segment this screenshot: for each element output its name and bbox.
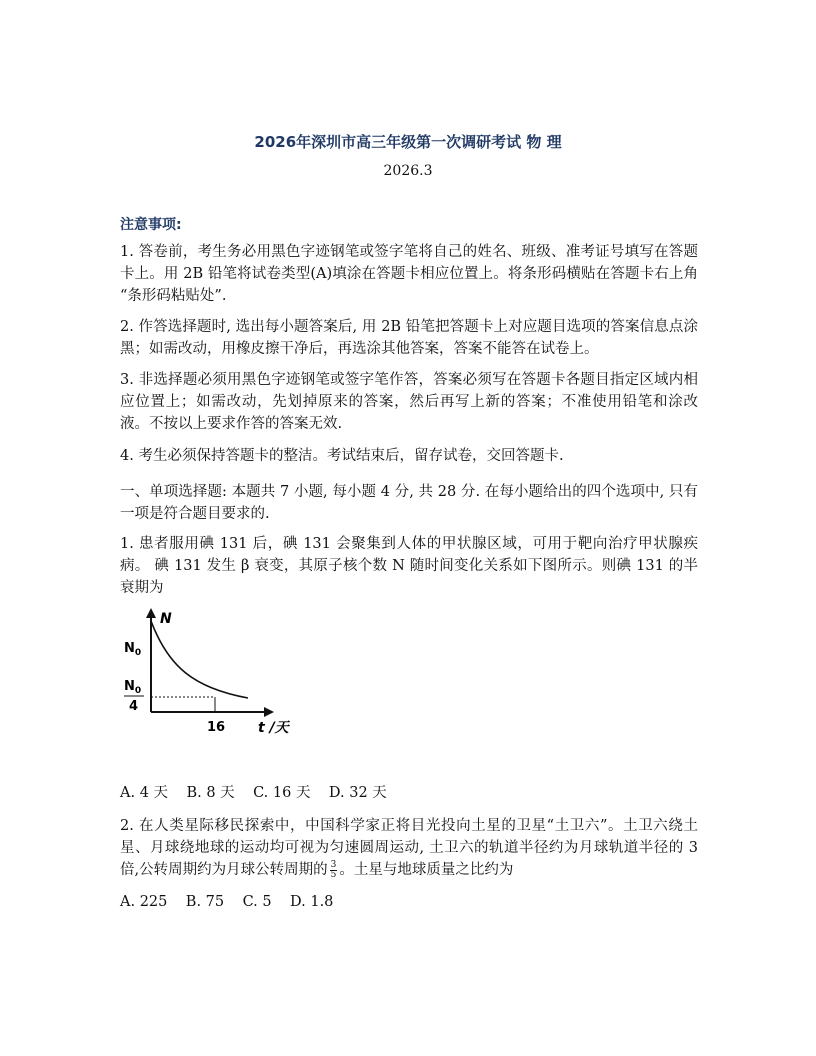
fraction-denominator: 5 — [330, 869, 337, 880]
notice-heading: 注意事项: — [120, 217, 182, 233]
x-tick-16: 16 — [207, 720, 226, 735]
x-axis-arrow — [264, 707, 274, 717]
question-1-options: A. 4 天 B. 8 天 C. 16 天 D. 32 天 — [120, 785, 387, 801]
decay-curve — [151, 621, 248, 698]
section-intro: 一、单项选择题: 本题共 7 小题, 每小题 4 分, 共 28 分. 在每小题给出的四个选项中, 只有一项是符合题目要求的. — [120, 484, 698, 522]
exam-title: 2026年深圳市高三年级第一次调研考试 物 理 — [254, 133, 562, 151]
notice-item-3: 3. 非选择题必须用黑色字迹钢笔或签字笔作答，答案必须写在答题卡各题目指定区域内相应位置上；如需改动，先划掉原来的答案，然后再写上新的答案；不准使用铅笔和涂改液。不按以上要求作答的答案无效. — [120, 372, 698, 432]
notice-item-2: 2. 作答选择题时, 选出每小题答案后, 用 2B 铅笔把答题卡上对应题目选项的答案信息点涂黑；如需改动，用橡皮擦干净后，再选涂其他答案，答案不能答在试卷上。 — [120, 319, 698, 357]
question-2-stem — [120, 815, 698, 881]
notice-item-4: 4. 考生必须保持答题卡的整洁。考试结束后，留存试卷，交回答题卡. — [120, 448, 564, 464]
exam-date: 2026.3 — [383, 163, 433, 179]
x-axis-label: t /天 — [258, 720, 289, 736]
decay-graph — [118, 606, 298, 742]
y-axis-arrow — [146, 608, 156, 618]
notice-item-1: 1. 答卷前，考生务必用黑色字迹钢笔或签字笔将自己的姓名、班级、准考证号填写在答题卡上。用 2B 铅笔将试卷类型(A)填涂在答题卡相应位置上。将条形码横贴在答题卡右上角 “条形码粘贴处”. — [120, 244, 698, 304]
y-axis-label: N — [160, 611, 172, 627]
n0-label: $N_0$ — [124, 641, 142, 658]
quarter-denominator: 4 — [129, 699, 139, 714]
fraction-three-fifths — [330, 861, 338, 880]
question-2-options: A. 225 B. 75 C. 5 D. 1.8 — [120, 894, 334, 910]
quarter-numerator: $N_0$ — [124, 679, 142, 696]
question-2-stem-part2: 。土星与地球质量之比约为 — [339, 862, 514, 878]
question-2-stem-part1: 2. 在人类星际移民探索中，中国科学家正将目光投向土星的卫星“土卫六”。土卫六绕土星、月球绕地球的运动均可视为匀速圆周运动, 土卫六的轨道半径约为月球轨道半径的 3 倍,公转周期约为月球公转周期的 — [120, 818, 698, 878]
fraction-numerator: 3 — [330, 859, 337, 870]
question-1-stem: 1. 患者服用碘 131 后，碘 131 会聚集到人体的甲状腺区域，可用于靶向治疗甲状腺疾病。 碘 131 发生 β 衰变，其原子核个数 N 随时间变化关系如下图所示。则碘 131 的半衰期为 — [120, 536, 698, 596]
